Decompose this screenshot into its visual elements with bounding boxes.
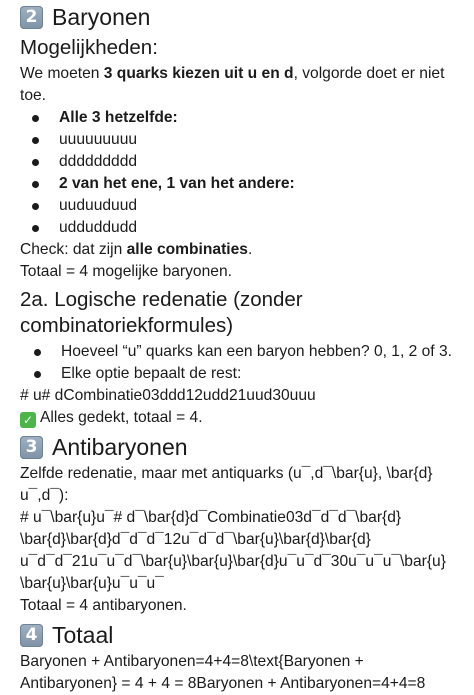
antibaryonen-line: Zelfde redenatie, maar met antiquarks (u¯,d¯\bar{u}, \bar{d} — [20, 465, 433, 482]
list-item — [20, 363, 474, 385]
intro-line-1 — [20, 63, 474, 85]
intro-line-2: toe. — [20, 87, 47, 104]
list-item — [20, 217, 474, 239]
antibaryonen-total-line: Totaal = 4 antibaryonen. — [20, 597, 187, 614]
heading-antibaryonen-text: Antibaryonen — [52, 434, 188, 460]
list-item — [20, 129, 474, 151]
list-item — [20, 107, 474, 129]
check-text-c: . — [247, 241, 253, 258]
totaal-body — [20, 651, 474, 695]
bullet-icon — [32, 181, 39, 188]
antibaryonen-line: u¯d¯d¯21u¯u¯d¯\bar{u}\bar{u}\bar{d}u¯u¯d¯30u¯u¯u¯\bar{u} — [20, 553, 446, 570]
list-item — [20, 173, 474, 195]
bullet-icon — [34, 349, 41, 356]
heading-antibaryonen — [20, 433, 474, 461]
list-item — [20, 341, 474, 363]
intro-text-a: We moeten — [20, 65, 104, 82]
list-item-text: uuuuuuuuu — [59, 131, 138, 148]
keycap-number-icon: 2 — [20, 6, 43, 29]
list-item-text: Elke optie bepaalt de rest: — [61, 365, 242, 382]
heading-totaal — [20, 621, 474, 649]
total-baryonen-line: Totaal = 4 mogelijke baryonen. — [20, 263, 232, 280]
logische-check-text: Alles gedekt, totaal = 4. — [40, 409, 203, 426]
keycap-number-icon: 4 — [20, 624, 43, 647]
check-line — [20, 239, 474, 261]
heading-logische-1: 2a. Logische redenatie (zonder — [20, 288, 303, 311]
heading-baryonen — [20, 0, 474, 31]
list-item-text: udduddudd — [59, 219, 138, 236]
check-text-a: Check: dat zijn — [20, 241, 127, 258]
antibaryonen-line: # u¯\bar{u}u¯# d¯\bar{d}d¯Combinatie03d¯d¯d¯\bar{d} — [20, 509, 402, 526]
heading-baryonen-text: Baryonen — [52, 4, 151, 30]
bullet-icon — [32, 137, 39, 144]
bullet-icon — [32, 115, 39, 122]
check-text-bold: alle combinaties — [126, 241, 248, 258]
heading-mogelijkheden: Mogelijkheden: — [20, 36, 158, 59]
checkmark-icon: ✓ — [20, 412, 36, 428]
list-item — [20, 151, 474, 173]
logische-table-line: # u# dCombinatie03ddd12udd21uud30uuu — [20, 387, 316, 404]
antibaryonen-line: \bar{u}\bar{u}u¯u¯u¯ — [20, 575, 164, 592]
heading-logische-2: combinatoriekformules) — [20, 314, 234, 337]
list-item-text: uuduuduud — [59, 197, 138, 214]
bullet-icon — [34, 371, 41, 378]
logische-list — [20, 341, 474, 385]
totaal-line: Baryonen + Antibaryonen=4+4=8\text{Baryonen + — [20, 653, 364, 670]
bullet-icon — [32, 225, 39, 232]
logische-check-line — [20, 407, 474, 429]
antibaryonen-line: \bar{d}\bar{d}d¯d¯d¯12u¯d¯d¯\bar{u}\bar{d}\bar{d} — [20, 531, 371, 548]
intro-text-c: , volgorde doet er niet — [293, 65, 445, 82]
antibaryonen-line: u¯,d¯): — [20, 487, 69, 504]
list-item-text: Alle 3 hetzelfde: — [59, 109, 178, 126]
bullet-icon — [32, 203, 39, 210]
intro-text-bold: 3 quarks kiezen uit u en d — [103, 65, 294, 82]
totaal-line: Antibaryonen} = 4 + 4 = 8Baryonen + Antibaryonen=4+4=8 — [20, 675, 426, 692]
list-item-text: 2 van het ene, 1 van het andere: — [59, 175, 295, 192]
bullet-icon — [32, 159, 39, 166]
list-item-text: ddddddddd — [59, 153, 138, 170]
antibaryonen-body — [20, 463, 474, 617]
heading-totaal-text: Totaal — [52, 622, 114, 648]
mogelijkheden-list — [20, 107, 474, 239]
keycap-number-icon: 3 — [20, 436, 43, 459]
list-item-text: Hoeveel “u” quarks kan een baryon hebben? 0, 1, 2 of 3. — [61, 343, 452, 360]
list-item — [20, 195, 474, 217]
